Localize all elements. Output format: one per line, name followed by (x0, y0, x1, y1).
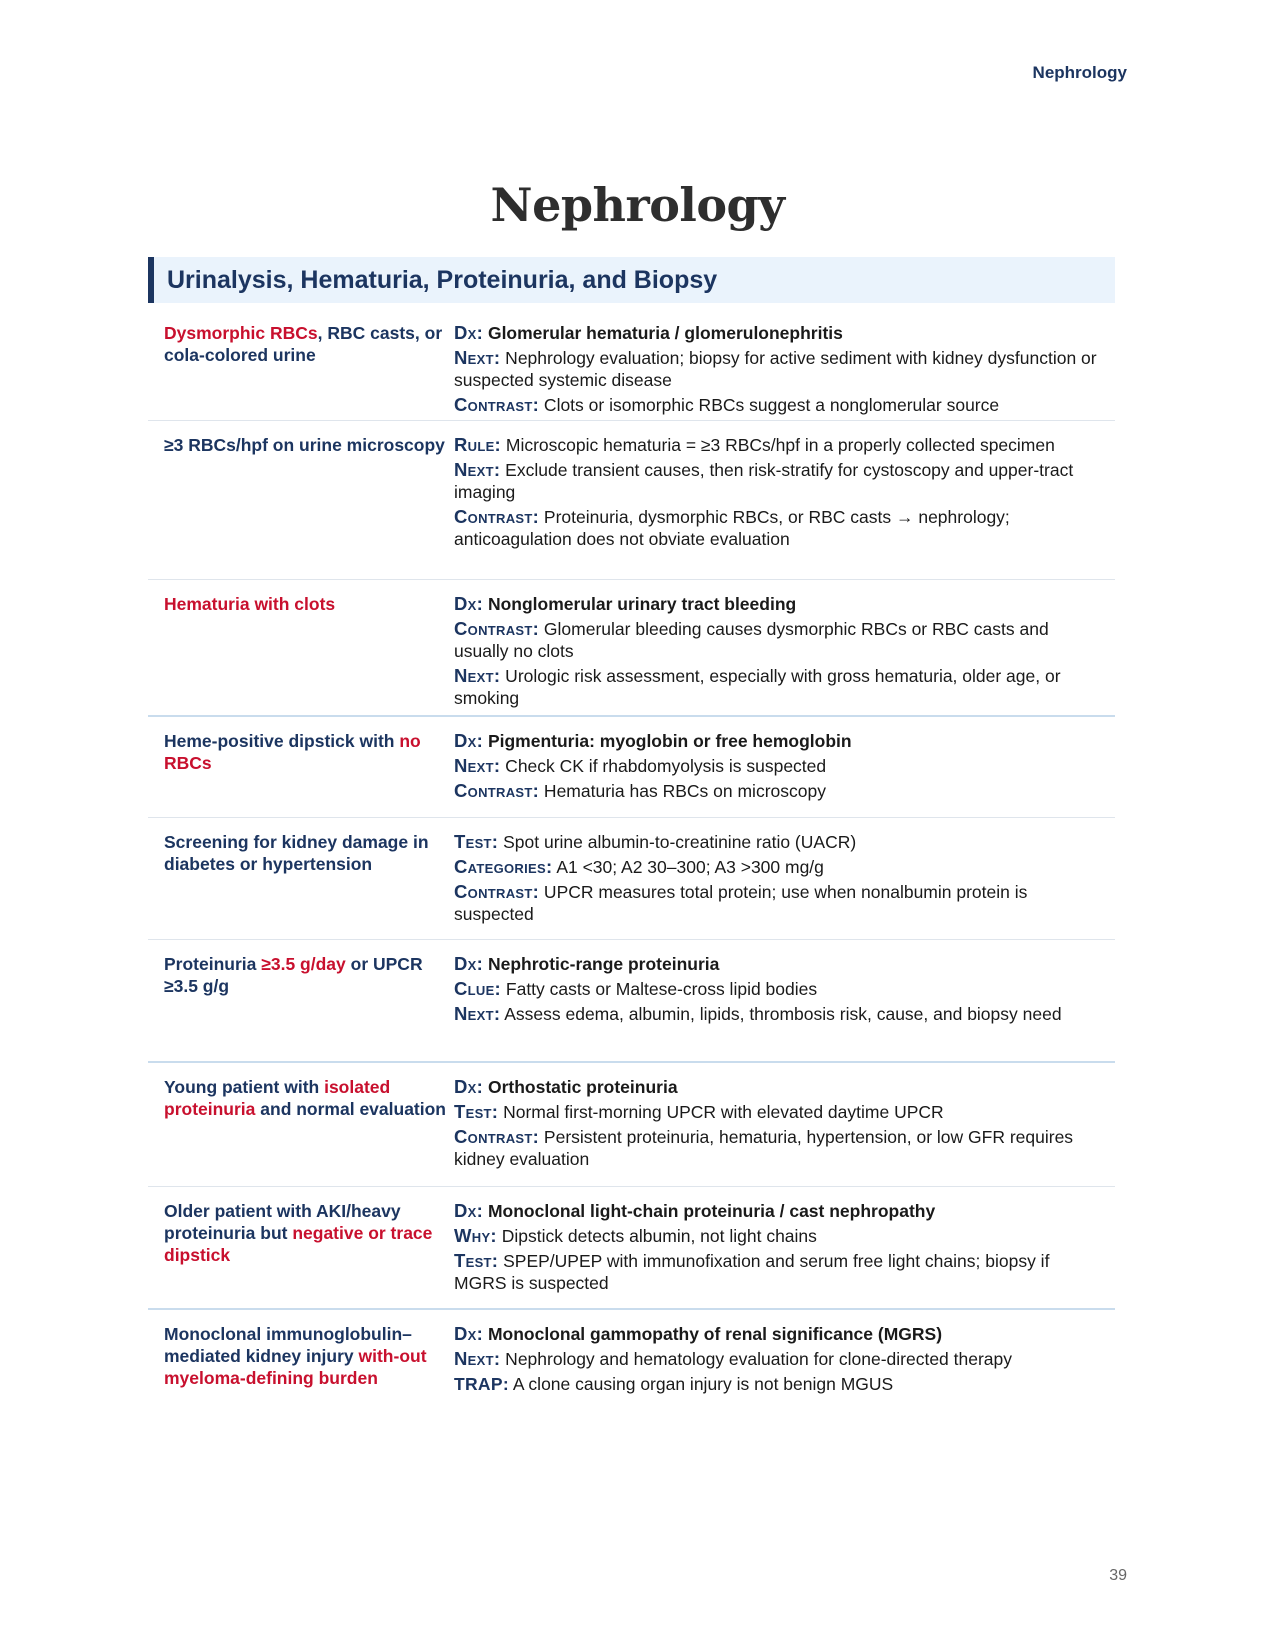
answer-value: Spot urine albumin-to-creatinine ratio (UACR) (498, 832, 857, 852)
cue-highlight: ≥3.5 g/day (261, 954, 346, 974)
answer-label: Test: (454, 1250, 499, 1271)
cue-text: Proteinuria (164, 954, 262, 974)
cue-highlight: Hematuria with clots (164, 594, 336, 614)
answer-value: A clone causing organ injury is not benign MGUS (508, 1374, 894, 1394)
answer-line (454, 730, 1100, 752)
fact-row (148, 717, 1115, 818)
answer-line (454, 618, 1100, 662)
answer-label: Dx: (454, 1200, 484, 1221)
cue-text: Monoclonal immunoglobulin–mediated kidney injury (164, 1324, 412, 1366)
answer-block (450, 730, 1100, 817)
answer-line (454, 1126, 1100, 1170)
cue-text: Heme-positive dipstick with (164, 731, 400, 751)
fact-row (148, 818, 1115, 940)
cue-text: , RBC casts, or cola-colored urine (164, 323, 443, 365)
cue-highlight: no RBCs (164, 731, 421, 773)
answer-label: Next: (454, 1348, 501, 1369)
answer-block (450, 322, 1100, 420)
answer-line (454, 1348, 1100, 1370)
answer-line (454, 1373, 1100, 1395)
answer-line (454, 1225, 1100, 1247)
answer-line (454, 881, 1100, 925)
answer-value: SPEP/UPEP with immunofixation and serum free light chains; biopsy if MGRS is suspected (454, 1251, 1050, 1293)
answer-value: Orthostatic proteinuria (483, 1077, 678, 1097)
fact-row (148, 309, 1115, 421)
chapter-title: Nephrology (490, 178, 785, 232)
answer-label: Next: (454, 755, 501, 776)
answer-line (454, 755, 1100, 777)
answer-line (454, 394, 1100, 416)
answer-line (454, 831, 1100, 853)
answer-label: Why: (454, 1225, 497, 1246)
answer-label: Dx: (454, 1323, 484, 1344)
cue-highlight: isolated proteinuria (164, 1077, 391, 1119)
answer-label: Contrast: (454, 394, 540, 415)
answer-label: TRAP: (454, 1374, 509, 1394)
section-header (148, 257, 1115, 303)
answer-line (454, 780, 1100, 802)
answer-value: Hematuria has RBCs on microscopy (539, 781, 826, 801)
cue-text: Young patient with (164, 1077, 325, 1097)
answer-value: Proteinuria, dysmorphic RBCs, or RBC casts → nephrology; anticoagulation does not obviate evaluation (454, 507, 1010, 549)
answer-value: Pigmenturia: myoglobin or free hemoglobin (483, 731, 852, 751)
fact-row (148, 940, 1115, 1063)
cue-text: Older patient with AKI/heavy proteinuria but (164, 1201, 401, 1243)
answer-value: Exclude transient causes, then risk-stratify for cystoscopy and upper-tract imaging (454, 460, 1074, 502)
cue-highlight: Dysmorphic RBCs (164, 323, 318, 343)
answer-block (450, 1200, 1100, 1308)
answer-label: Next: (454, 459, 501, 480)
answer-value: Persistent proteinuria, hematuria, hypertension, or low GFR requires kidney evaluation (454, 1127, 1074, 1169)
fact-row (148, 1063, 1115, 1187)
answer-label: Contrast: (454, 1126, 540, 1147)
answer-value: UPCR measures total protein; use when nonalbumin protein is suspected (454, 882, 1028, 924)
answer-label: Dx: (454, 1076, 484, 1097)
clinical-cue (148, 953, 450, 1061)
answer-block (450, 1076, 1100, 1186)
answer-line (454, 1250, 1100, 1294)
fact-row (148, 580, 1115, 717)
answer-line (454, 1101, 1100, 1123)
answer-label: Contrast: (454, 881, 540, 902)
answer-value: Monoclonal gammopathy of renal significance (MGRS) (483, 1324, 943, 1344)
answer-block (450, 953, 1100, 1061)
answer-line (454, 1323, 1100, 1345)
cue-text: ≥3 RBCs/hpf on urine microscopy (164, 435, 445, 455)
answer-label: Next: (454, 1003, 501, 1024)
answer-line (454, 978, 1100, 1000)
clinical-cue (148, 1323, 450, 1410)
cue-text: and normal evaluation (255, 1099, 447, 1119)
answer-label: Dx: (454, 593, 484, 614)
answer-label: Contrast: (454, 780, 540, 801)
answer-value: Nephrology evaluation; biopsy for active sediment with kidney dysfunction or suspected systemic disease (454, 348, 1097, 390)
answer-line (454, 322, 1100, 344)
answer-line (454, 347, 1100, 391)
answer-label: Test: (454, 1101, 499, 1122)
answer-line (454, 953, 1100, 975)
answer-label: Dx: (454, 730, 484, 751)
answer-value: Urologic risk assessment, especially with gross hematuria, older age, or smoking (454, 666, 1061, 708)
answer-label: Categories: (454, 856, 553, 877)
answer-label: Rule: (454, 434, 502, 455)
answer-line (454, 459, 1100, 503)
answer-label: Contrast: (454, 618, 540, 639)
cue-text: or UPCR ≥3.5 g/g (164, 954, 423, 996)
cue-highlight: negative or trace dipstick (164, 1223, 433, 1265)
cue-text: Screening for kidney damage in diabetes or hypertension (164, 832, 429, 874)
answer-label: Contrast: (454, 506, 540, 527)
answer-value: Monoclonal light-chain proteinuria / cast nephropathy (483, 1201, 936, 1221)
fact-row (148, 421, 1115, 580)
answer-value: Clots or isomorphic RBCs suggest a nonglomerular source (539, 395, 1000, 415)
clinical-cue (148, 831, 450, 939)
answer-label: Dx: (454, 322, 484, 343)
answer-line (454, 1076, 1100, 1098)
answer-label: Next: (454, 347, 501, 368)
answer-value: Microscopic hematuria = ≥3 RBCs/hpf in a properly collected specimen (501, 435, 1055, 455)
clinical-cue (148, 1200, 450, 1308)
answer-line (454, 856, 1100, 878)
fact-row (148, 1187, 1115, 1310)
answer-line (454, 506, 1100, 550)
answer-label: Dx: (454, 953, 484, 974)
answer-line (454, 593, 1100, 615)
clinical-cue (148, 434, 450, 579)
answer-label: Next: (454, 665, 501, 686)
answer-block (450, 434, 1100, 579)
answer-value: Dipstick detects albumin, not light chains (496, 1226, 817, 1246)
answer-block (450, 1323, 1100, 1410)
answer-value: A1 <30; A2 30–300; A3 >300 mg/g (552, 857, 824, 877)
answer-value: Nonglomerular urinary tract bleeding (483, 594, 797, 614)
cue-highlight: with-out myeloma-defining burden (164, 1346, 427, 1388)
fact-row (148, 1310, 1115, 1410)
answer-line (454, 1200, 1100, 1222)
section-title: Urinalysis, Hematuria, Proteinuria, and Biopsy (167, 265, 718, 294)
clinical-cue (148, 593, 450, 715)
answer-value: Nephrotic-range proteinuria (483, 954, 720, 974)
running-head: Nephrology (1032, 63, 1127, 82)
answer-line (454, 665, 1100, 709)
answer-line (454, 1003, 1100, 1025)
answer-label: Clue: (454, 978, 502, 999)
answer-value: Normal first-morning UPCR with elevated daytime UPCR (498, 1102, 944, 1122)
answer-value: Check CK if rhabdomyolysis is suspected (500, 756, 827, 776)
answer-block (450, 593, 1100, 715)
answer-value: Assess edema, albumin, lipids, thrombosis risk, cause, and biopsy need (500, 1004, 1062, 1024)
answer-value: Nephrology and hematology evaluation for clone-directed therapy (500, 1349, 1013, 1369)
answer-value: Glomerular bleeding causes dysmorphic RBCs or RBC casts and usually no clots (454, 619, 1049, 661)
clinical-cue (148, 322, 450, 420)
page-number: 39 (1109, 1567, 1127, 1584)
answer-value: Glomerular hematuria / glomerulonephritis (483, 323, 843, 343)
clinical-cue (148, 730, 450, 817)
answer-block (450, 831, 1100, 939)
clinical-cue (148, 1076, 450, 1186)
fact-table (148, 309, 1115, 1410)
answer-value: Fatty casts or Maltese-cross lipid bodies (501, 979, 818, 999)
answer-line (454, 434, 1100, 456)
answer-label: Test: (454, 831, 499, 852)
